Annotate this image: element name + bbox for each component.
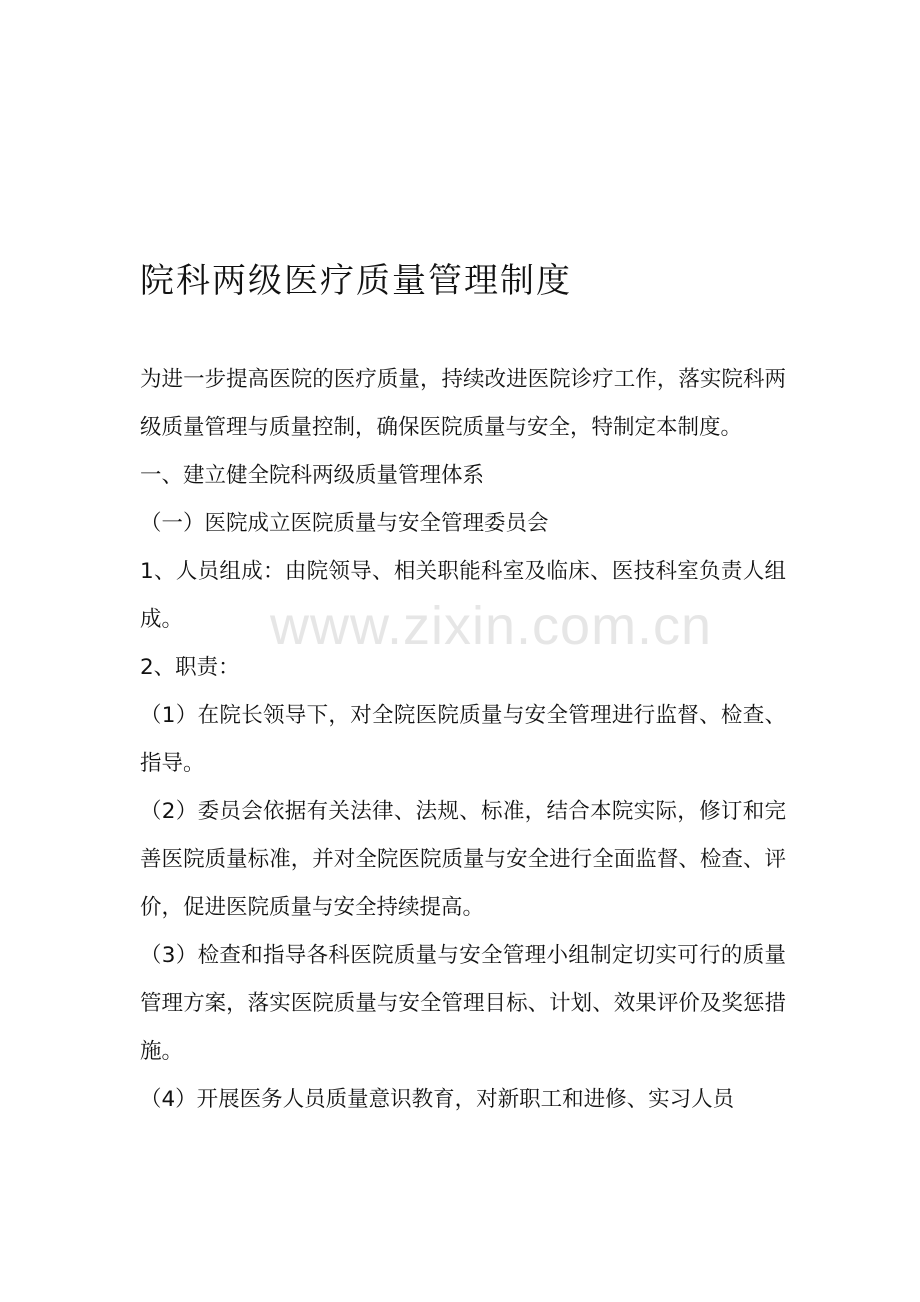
subsection-heading: （一）医院成立医院质量与安全管理委员会 bbox=[140, 511, 549, 536]
document-title: 院科两级医疗质量管理制度 bbox=[140, 261, 572, 301]
intro-paragraph: 为进一步提高医院的医疗质量，持续改进医院诊疗工作，落实院科两级质量管理与质量控制，确保医院质量与安全，特制定本制度。 bbox=[140, 367, 786, 440]
list-item: 2、职责： bbox=[140, 655, 240, 680]
document-body bbox=[140, 356, 786, 1124]
list-item: （3）检查和指导各科医院质量与安全管理小组制定切实可行的质量管理方案，落实医院质量与安全管理目标、计划、效果评价及奖惩措施。 bbox=[140, 943, 786, 1064]
watermark: www.zixin.com.cn bbox=[270, 596, 713, 656]
section-heading: 一、建立健全院科两级质量管理体系 bbox=[140, 463, 485, 488]
list-item: 1、人员组成：由院领导、相关职能科室及临床、医技科室负责人组成。 bbox=[140, 559, 786, 632]
list-item: （1）在院长领导下，对全院医院质量与安全管理进行监督、检查、指导。 bbox=[140, 703, 786, 776]
list-item: （2）委员会依据有关法律、法规、标准，结合本院实际，修订和完善医院质量标准，并对全院医院质量与安全进行全面监督、检查、评价，促进医院质量与安全持续提高。 bbox=[140, 799, 786, 920]
list-item: （4）开展医务人员质量意识教育，对新职工和进修、实习人员 bbox=[140, 1087, 735, 1112]
